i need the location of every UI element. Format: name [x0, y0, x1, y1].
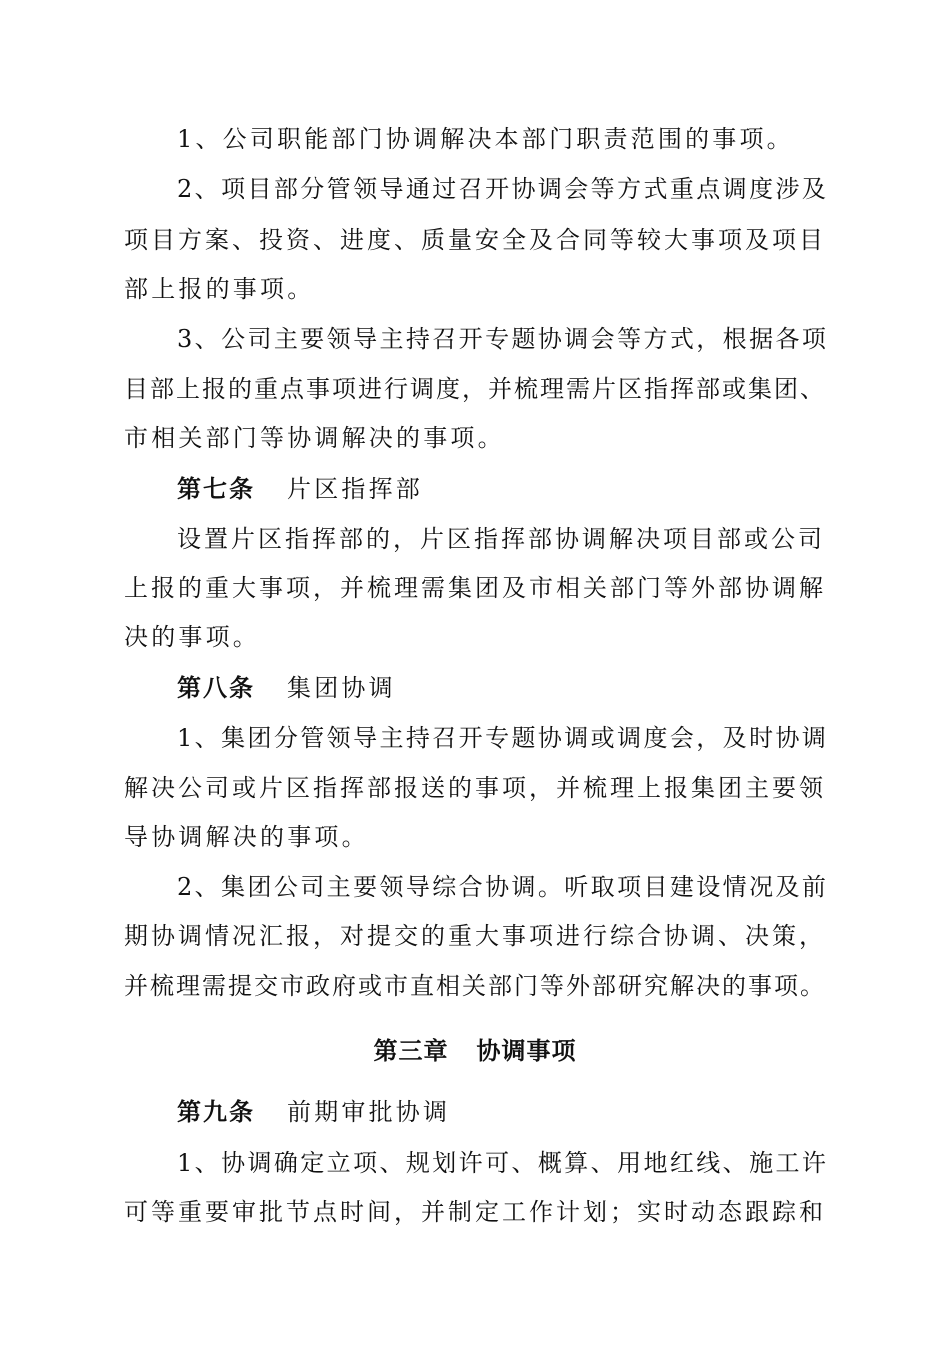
paragraph-line: 2、项目部分管领导通过召开协调会等方式重点调度涉及: [177, 175, 829, 203]
article-heading-8: [177, 673, 396, 703]
paragraph-line: 决的事项。: [124, 623, 260, 651]
paragraph-line: 期协调情况汇报，对提交的重大事项进行综合协调、决策，: [124, 922, 826, 950]
paragraph-line: 可等重要审批节点时间，并制定工作计划；实时动态跟踪和: [124, 1198, 826, 1226]
paragraph-line: 市相关部门等协调解决的事项。: [124, 424, 505, 452]
paragraph-line: 导协调解决的事项。: [124, 823, 369, 851]
paragraph-line: 并梳理需提交市政府或市直相关部门等外部研究解决的事项。: [124, 972, 826, 1000]
paragraph-line: 3、公司主要领导主持召开专题协调会等方式，根据各项: [177, 325, 829, 353]
chapter-heading: [0, 1036, 950, 1066]
article-title: 片区指挥部: [287, 475, 423, 503]
chapter-label: 第三章: [373, 1037, 449, 1065]
article-title: 前期审批协调: [287, 1098, 451, 1126]
article-label: 第九条: [177, 1098, 255, 1126]
paragraph-line: 上报的重大事项，并梳理需集团及市相关部门等外部协调解: [124, 574, 826, 602]
article-label: 第七条: [177, 475, 255, 503]
paragraph-line: 1、公司职能部门协调解决本部门职责范围的事项。: [177, 125, 794, 153]
article-heading-9: [177, 1097, 450, 1127]
paragraph-line: 项目方案、投资、进度、质量安全及合同等较大事项及项目: [124, 226, 826, 254]
chapter-title: 协调事项: [476, 1037, 577, 1065]
paragraph-line: 1、集团分管领导主持召开专题协调或调度会，及时协调: [177, 724, 829, 752]
paragraph-line: 1、协调确定立项、规划许可、概算、用地红线、施工许: [177, 1149, 829, 1177]
article-heading-7: [177, 474, 423, 504]
paragraph-line: 解决公司或片区指挥部报送的事项，并梳理上报集团主要领: [124, 774, 826, 802]
paragraph-line: 设置片区指挥部的，片区指挥部协调解决项目部或公司: [177, 525, 825, 553]
paragraph-line: 2、集团公司主要领导综合协调。听取项目建设情况及前: [177, 873, 829, 901]
article-title: 集团协调: [287, 674, 396, 702]
article-label: 第八条: [177, 674, 255, 702]
paragraph-line: 部上报的事项。: [124, 275, 315, 303]
paragraph-line: 目部上报的重点事项进行调度，并梳理需片区指挥部或集团、: [124, 375, 826, 403]
